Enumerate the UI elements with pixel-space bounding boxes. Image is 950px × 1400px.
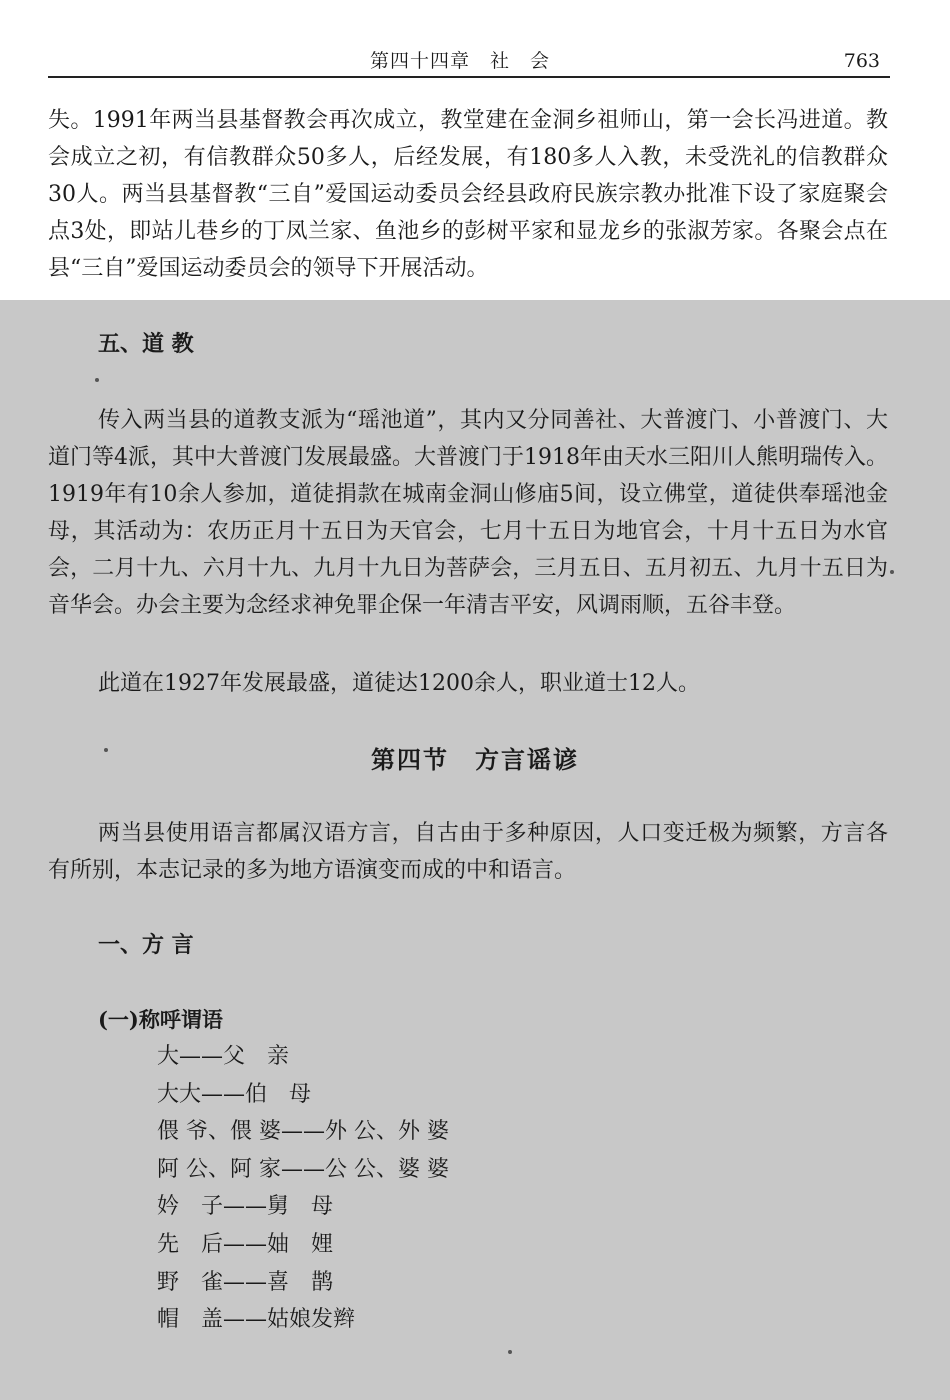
list-item: 偎 爷、偎 婆——外 公、外 婆 — [157, 1119, 449, 1145]
list-item: 大大——伯 母 — [157, 1081, 312, 1107]
scan-speck — [890, 570, 894, 574]
kinship-term-list — [157, 1038, 657, 1339]
list-item: 阿 公、阿 家——公 公、婆 婆 — [157, 1156, 449, 1182]
page-number: 763 — [843, 50, 880, 72]
taoism-paragraph-2: 此道在1927年发展最盛，道徒达1200余人，职业道士12人。 — [98, 671, 700, 696]
header-rule — [48, 76, 890, 78]
intro-paragraph: 失。1991年两当县基督教会再次成立，教堂建在金洞乡祖师山，第一会长冯进道。教会成立之初，有信教群众50多人，后经发展，有180多人入教，未受洗礼的信教群众30人。两当县基督教“三自”爱国运动委员会经县政府民族宗教办批准下设了家庭聚会点3处，即站儿巷乡的丁凤兰家、鱼池乡的彭树平家和显龙乡的张淑芳家。各聚会点在县“三自”爱国运动委员会的领导下开展活动。 — [48, 108, 888, 281]
list-item: 大——父 亲 — [157, 1044, 290, 1069]
list-item: 妗 子——舅 母 — [157, 1194, 334, 1220]
taoism-heading: 五、道 教 — [98, 331, 194, 357]
list-item: 野 雀——喜 鹊 — [157, 1269, 334, 1295]
taoism-paragraph-1: 传入两当县的道教支派为“瑶池道”，其内又分同善社、大普渡门、小普渡门、大道门等4派，其中大普渡门发展最盛。大普渡门于1918年由天水三阳川人熊明瑞传入。1919年有10余人参加，道徒捐款在城南金洞山修庙5间，设立佛堂，道徒供奉瑶池金母，其活动为：农历正月十五日为天官会，七月十五日为地官会，十月十五日为水官会，二月十九、六月十九、九月十九日为菩萨会，三月五日、五月初五、九月十五日为音华会。办会主要为念经求神免罪企保一年清吉平安，风调雨顺，五谷丰登。 — [48, 408, 888, 618]
scan-speck — [95, 378, 99, 382]
scan-speck — [508, 1350, 512, 1354]
list-item: 帽 盖——姑娘发辫 — [157, 1307, 356, 1333]
subheading-kinship-terms: (一)称呼谓语 — [98, 1007, 223, 1032]
section-title: 第四节 方言谣谚 — [371, 745, 579, 774]
scan-speck — [104, 748, 108, 752]
dialect-heading: 一、方 言 — [98, 932, 194, 958]
section-intro: 两当县使用语言都属汉语方言，自古由于多种原因，人口变迁极为频繁，方言各有所别，本志记录的多为地方语演变而成的中和语言。 — [48, 821, 888, 883]
chapter-header: 第四十四章 社 会 — [369, 50, 550, 72]
list-item: 先 后——妯 娌 — [157, 1231, 334, 1257]
